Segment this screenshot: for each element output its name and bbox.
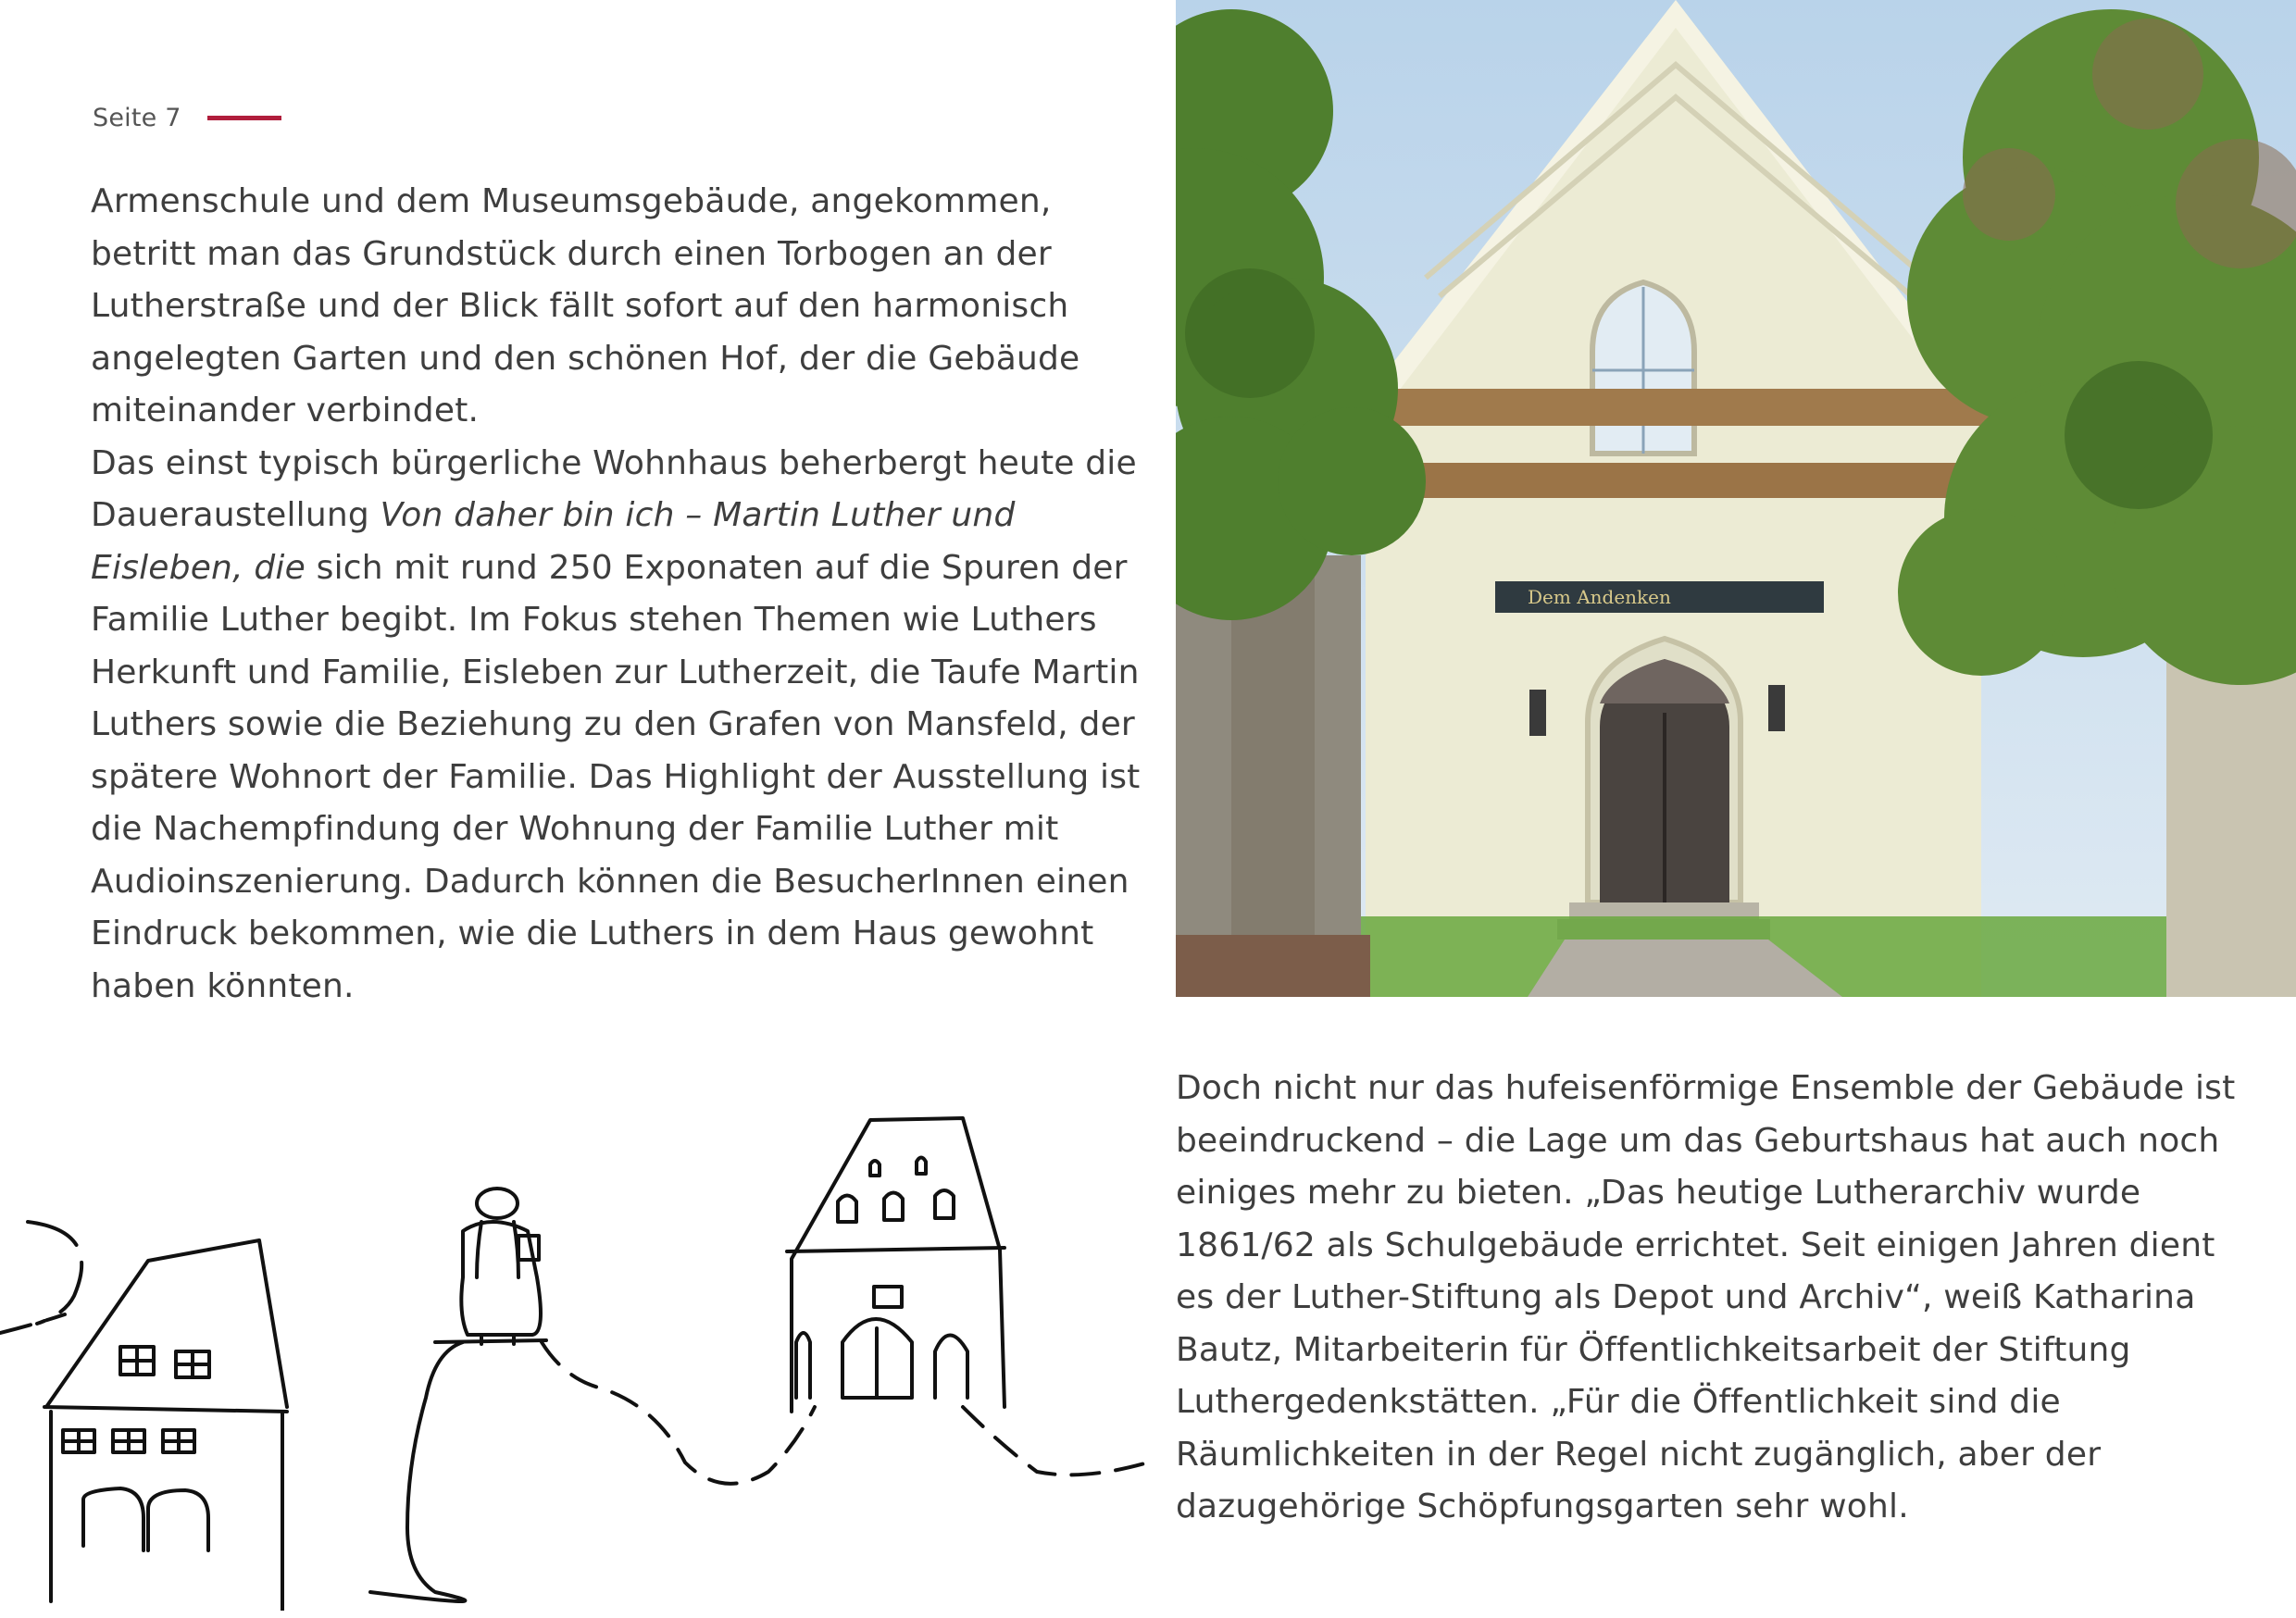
paragraph-2-start: Das einst typisch bürgerliche Wohnhaus beherbergt heute die Daueraustellung	[91, 443, 1137, 534]
page-number	[93, 104, 281, 132]
paragraph-3: Doch nicht nur das hufeisenförmige Ensemble der Gebäude ist beeindruckend – die Lage um das Geburtshaus hat auch noch einiges mehr zu bieten. „Das heutige Lutherarchiv wurde 1861/62 als Schulgebäude errichtet. Seit einigen Jahren dient es der Luther-Stiftung als Depot und Archiv“, weiß Katharina Bautz, Mitarbeiterin für Öffentlichkeitsarbeit der Stiftung Luthergedenkstätten. „Für die Öffentlichkeit sind die Räumlichkeiten in der Regel nicht zugänglich, aber der dazugehörige Schöpfungsgarten sehr wohl.	[1176, 1069, 2236, 1525]
paragraph-2-end: sich mit rund 250 Exponaten auf die Spuren der Familie Luther begibt. Im Fokus stehen Themen wie Luthers Herkunft und Familie, Eisleben zur Lutherzeit, die Taufe Martin Luthers sowie die Beziehung zu den Grafen von Mansfeld, der spätere Wohnort der Familie. Das Highlight der Ausstellung ist die Nachempfindung der Wohnung der Familie Luther mit Audioinszenierung. Dadurch können die BesucherInnen einen Eindruck bekommen, wie die Luthers in dem Haus gewohnt haben könnten.	[91, 548, 1141, 1005]
paragraph-1: Armenschule und dem Museumsgebäude, angekommen, betritt man das Grundstück durch einen Torbogen an der Lutherstraße und der Blick fällt sofort auf den harmonisch angelegten Garten und den schönen Hof, der die Gebäude miteinander verbindet.	[91, 182, 1080, 429]
page-number-text: Seite 7	[93, 104, 181, 132]
paragraph-2	[91, 438, 1165, 1014]
sign-text: Dem Andenken	[1528, 586, 1671, 608]
exhibition-title: Von daher bin ich – Martin Luther und Eisleben, die	[91, 496, 1016, 587]
church-photo	[1176, 0, 2296, 997]
left-text-column	[91, 176, 1165, 1013]
line-drawing-illustration	[0, 1092, 1167, 1611]
right-text-column	[1176, 1063, 2240, 1534]
accent-rule	[207, 116, 281, 120]
